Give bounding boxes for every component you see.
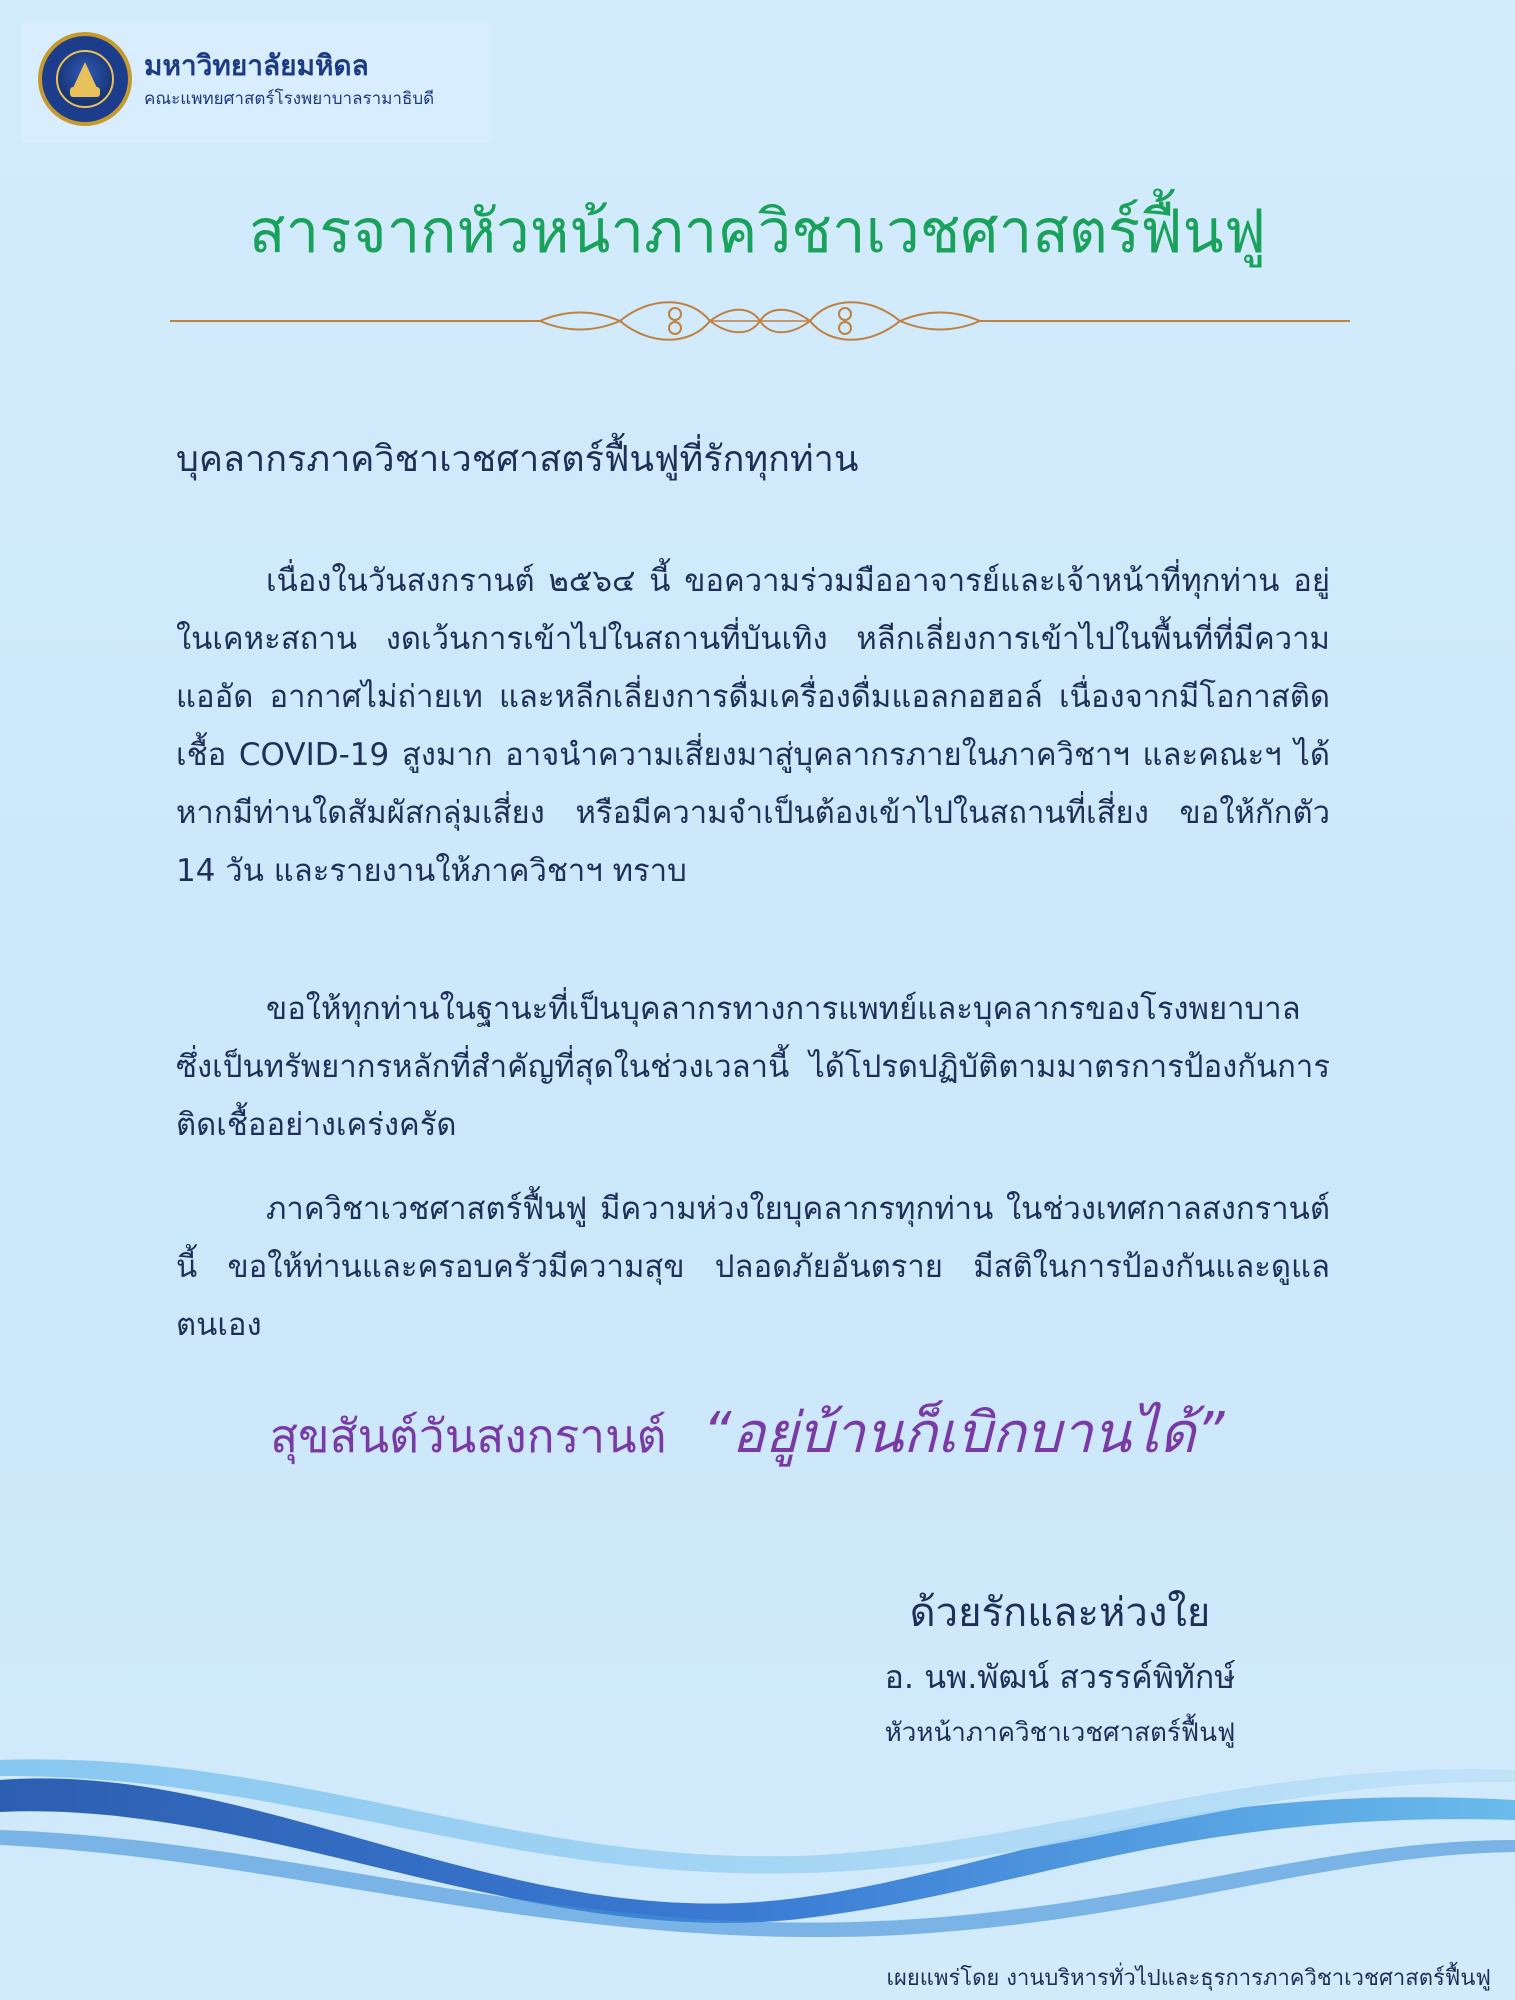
- greeting-quote: “อยู่บ้านก็เบิกบานได้”: [702, 1401, 1225, 1466]
- university-name: มหาวิทยาลัยมหิดล: [144, 49, 369, 82]
- body-paragraph-2: ขอให้ทุกท่านในฐานะที่เป็นบุคลากรทางการแพทย์และบุคลากรของโรงพยาบาล ซึ่งเป็นทรัพยากรหลักที่สำคัญที่สุดในช่วงเวลานี้ ได้โปรดปฏิบัติตามมาตรการป้องกันการติดเชื้ออย่างเคร่งครัด: [176, 991, 1330, 1143]
- body-paragraph-1: เนื่องในวันสงกรานต์ ๒๕๖๔ นี้ ขอความร่วมมืออาจารย์และเจ้าหน้าที่ทุกท่าน อยู่ในเคหะสถาน งดเว้นการเข้าไปในสถานที่บันเทิง หลีกเลี่ยงการเข้าไปในพื้นที่ที่มีความแออัด อากาศไม่ถ่ายเท และหลีกเลี่ยงการดื่มเครื่องดื่มแอลกอฮอล์ เนื่องจากมีโอกาสติดเชื้อ COVID-19 สูงมาก อาจนำความเสี่ยงมาสู่บุคลากรภายในภาควิชาฯ และคณะฯ ได้ หากมีท่านใดสัมผัสกลุ่มเสี่ยง หรือมีความจำเป็นต้องเข้าไปในสถานที่เสี่ยง ขอให้กักตัว 14 วัน และรายงานให้ภาควิชาฯ ทราบ: [176, 563, 1330, 889]
- page-title: สารจากหัวหน้าภาควิชาเวชศาสตร์ฟื้นฟู: [248, 197, 1267, 267]
- signer-name: อ. นพ.พัฒน์ สวรรค์พิทักษ์: [884, 1658, 1236, 1696]
- university-seal-icon: [38, 32, 132, 126]
- header-logo-block: [22, 22, 492, 142]
- decorative-waves: [0, 1720, 1515, 1940]
- publisher-footer: เผยแพร่โดย งานบริหารทั่วไปและธุรการภาควิชาเวชศาสตร์ฟื้นฟู: [886, 1966, 1491, 1991]
- seal-base-shape: [70, 87, 100, 97]
- signer-position: หัวหน้าภาควิชาเวชศาสตร์ฟื้นฟู: [884, 1718, 1236, 1748]
- salutation: บุคลากรภาควิชาเวชศาสตร์ฟื้นฟูที่รักทุกท่าน: [176, 439, 859, 480]
- body-paragraph-3: ภาควิชาเวชศาสตร์ฟื้นฟู มีความห่วงใยบุคลากรทุกท่าน ในช่วงเทศกาลสงกรานต์นี้ ขอให้ท่านและครอบครัวมีความสุข ปลอดภัยอันตราย มีสติในการป้องกันและดูแลตนเอง: [176, 1191, 1330, 1343]
- seal-inner-ring: [56, 50, 114, 108]
- closing-line: ด้วยรักและห่วงใย: [909, 1590, 1211, 1636]
- ornamental-divider: [170, 296, 1350, 346]
- songkran-greeting: [270, 1388, 1224, 1477]
- faculty-name: คณะแพทยศาสตร์โรงพยาบาลรามาธิบดี: [144, 89, 435, 109]
- greeting-text: สุขสันต์วันสงกรานต์: [270, 1409, 667, 1463]
- seal-crown-shape: [73, 62, 97, 88]
